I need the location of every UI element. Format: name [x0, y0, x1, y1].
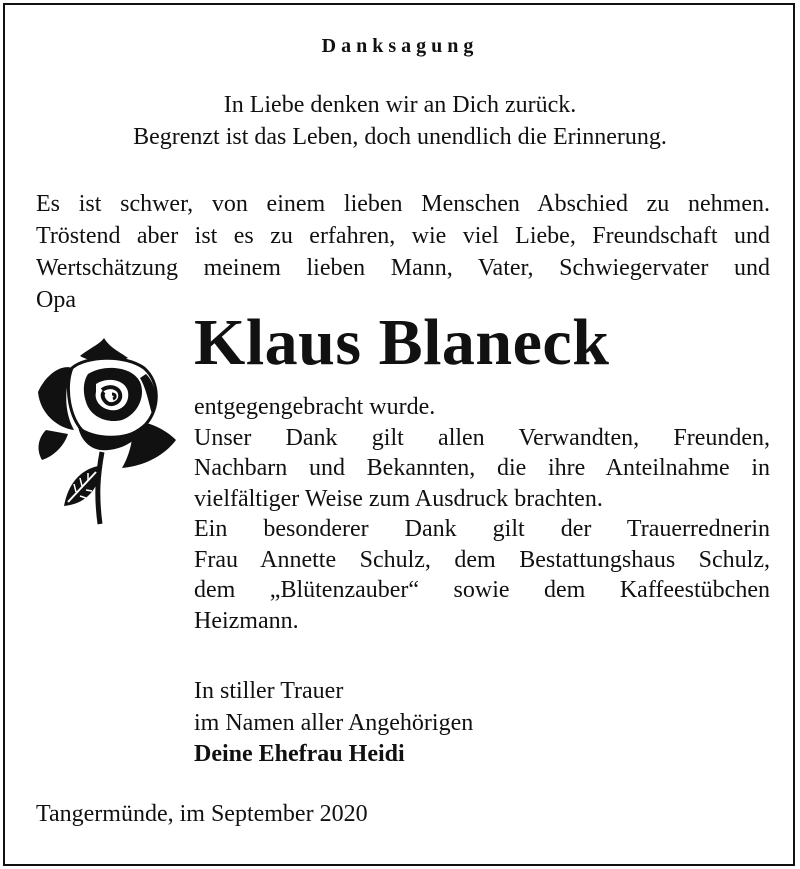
intro-line: Wertschätzung meinem lieben Mann, Vater, Schwiegervater und — [36, 255, 770, 281]
closing-line: im Namen aller Angehörigen — [194, 709, 474, 736]
intro-line: Opa — [36, 287, 76, 313]
thanks-paragraph — [194, 392, 770, 636]
thanks-line: Nachbarn und Bekannten, die ihre Anteilnahme in — [194, 455, 770, 481]
thanks-line: vielfältiger Weise zum Ausdruck brachten. — [194, 485, 603, 512]
signature: Deine Ehefrau Heidi — [194, 741, 405, 767]
closing-line: In stiller Trauer — [194, 678, 344, 704]
thanks-line: dem „Blütenzauber“ sowie dem Kaffeestübchen — [194, 577, 770, 603]
thanks-line: Unser Dank gilt allen Verwandten, Freunden, — [194, 424, 770, 451]
rose-icon — [28, 334, 182, 530]
quote-line: Begrenzt ist das Leben, doch unendlich die Erinnerung. — [133, 124, 667, 150]
place-date: Tangermünde, im September 2020 — [36, 801, 368, 827]
notice-heading: Danksagung — [321, 35, 479, 57]
thanks-line: entgegengebracht wurde. — [194, 394, 436, 420]
quote-line: In Liebe denken wir an Dich zurück. — [223, 92, 577, 118]
thanks-line: Frau Annette Schulz, dem Bestattungshaus Schulz, — [194, 546, 770, 573]
closing-block — [194, 676, 473, 771]
intro-line: Es ist schwer, von einem lieben Menschen Abschied zu nehmen. — [36, 191, 770, 217]
thanks-line: Ein besonderer Dank gilt der Trauerrednerin — [194, 516, 770, 542]
intro-line: Tröstend aber ist es zu erfahren, wie viel Liebe, Freundschaft und — [36, 223, 770, 249]
deceased-name: Klaus Blaneck — [194, 306, 610, 379]
memorial-quote — [0, 89, 800, 153]
thanks-line: Heizmann. — [194, 607, 299, 634]
intro-paragraph — [36, 188, 770, 316]
